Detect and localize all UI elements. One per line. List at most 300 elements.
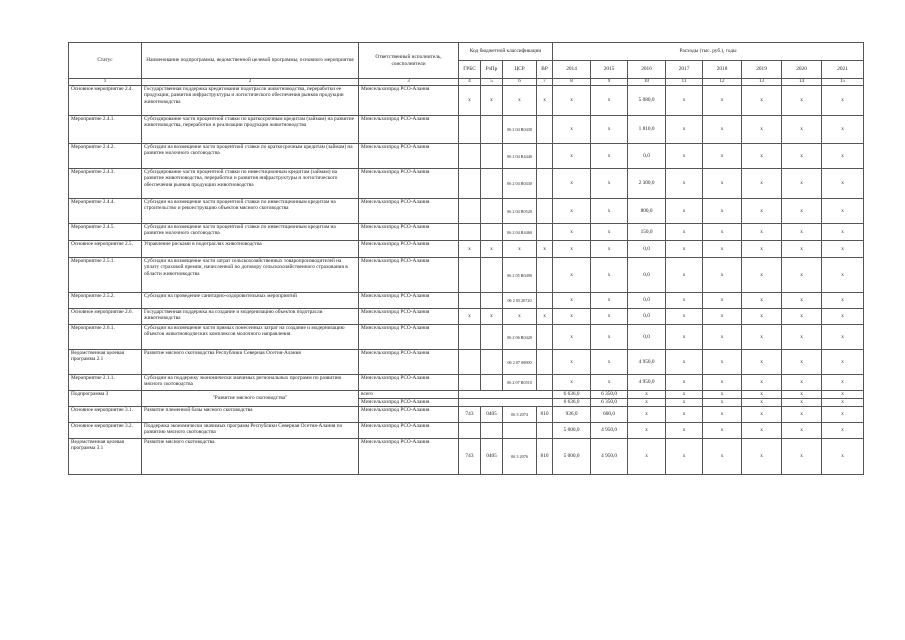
code-rzpr bbox=[481, 116, 503, 144]
year-value: x bbox=[666, 309, 703, 325]
row-executor: Минсельхозпрод РСО-Алания bbox=[359, 116, 459, 144]
row-executor: Минсельхозпрод РСО-Алания bbox=[359, 144, 459, 169]
code-rzpr bbox=[481, 199, 503, 224]
table-body-subprogram-3 bbox=[69, 407, 864, 475]
row-executor: Минсельхозпрод РСО-Алания bbox=[359, 325, 459, 350]
year-value: x bbox=[742, 293, 782, 309]
row-name: Субсидии на возмещение части затрат сельскохозяйственных товаропроизводителей на уплату страховой премии, начисленной по договору сельскохозяйственного страхования в области животноводства bbox=[142, 258, 359, 293]
year-value: x bbox=[822, 241, 864, 258]
year-value: x bbox=[822, 399, 864, 407]
year-value: x bbox=[591, 199, 628, 224]
year-value: 0,0 bbox=[628, 144, 666, 169]
table-row bbox=[69, 199, 864, 224]
year-value: x bbox=[628, 439, 666, 475]
code-csr: 06 3 2076 bbox=[503, 439, 537, 475]
year-value: x bbox=[703, 241, 742, 258]
code-vr bbox=[537, 293, 553, 309]
year-value: x bbox=[742, 391, 782, 399]
year-value: x bbox=[666, 144, 703, 169]
year-value: x bbox=[742, 309, 782, 325]
year-value: x bbox=[666, 293, 703, 309]
code-rzpr bbox=[481, 258, 503, 293]
year-value: x bbox=[628, 399, 666, 407]
table-row bbox=[69, 116, 864, 144]
code-csr bbox=[503, 423, 537, 439]
code-rzpr: x bbox=[481, 241, 503, 258]
row-name: "Развитие мясного скотоводства" bbox=[142, 391, 359, 407]
row-name: Субсидии на возмещение части процентной ставки по инвестиционным кредитам на развитие молочного скотоводства bbox=[142, 224, 359, 241]
year-value: x bbox=[703, 350, 742, 375]
year-value: x bbox=[553, 241, 591, 258]
table-row bbox=[69, 293, 864, 309]
year-value: x bbox=[553, 199, 591, 224]
year-value: x bbox=[553, 293, 591, 309]
row-status: Основное мероприятие 2.4. bbox=[69, 86, 142, 116]
year-value: x bbox=[782, 391, 822, 399]
col-number: 7 bbox=[537, 79, 553, 86]
row-executor: Минсельхозпрод РСО-Алания bbox=[359, 423, 459, 439]
code-rzpr bbox=[481, 375, 503, 391]
year-value: x bbox=[666, 407, 703, 423]
year-value: x bbox=[822, 423, 864, 439]
code-vr bbox=[537, 350, 553, 375]
table-row bbox=[69, 350, 864, 375]
row-executor: Минсельхозпрод РСО-Алания bbox=[359, 399, 459, 407]
year-value: x bbox=[666, 258, 703, 293]
year-value: x bbox=[553, 258, 591, 293]
table-row bbox=[69, 439, 864, 475]
year-value: x bbox=[822, 439, 864, 475]
year-value: x bbox=[742, 199, 782, 224]
year-value: x bbox=[782, 144, 822, 169]
header-vr: ВР bbox=[537, 61, 553, 79]
row-status: Мероприятие 2.6.1. bbox=[69, 325, 142, 350]
row-executor: Минсельхозпрод РСО-Алания bbox=[359, 258, 459, 293]
code-grbs bbox=[459, 350, 481, 375]
year-value: x bbox=[822, 293, 864, 309]
row-executor: Минсельхозпрод РСО-Алания bbox=[359, 350, 459, 375]
row-executor: Минсельхозпрод РСО-Алания bbox=[359, 375, 459, 391]
year-value: 1 810,0 bbox=[628, 116, 666, 144]
year-value: x bbox=[742, 399, 782, 407]
code-grbs bbox=[459, 293, 481, 309]
year-value: x bbox=[782, 399, 822, 407]
year-value: x bbox=[553, 375, 591, 391]
col-number: 4 bbox=[459, 79, 481, 86]
row-name: Поддержка экономически значимых программ Республики Северная Осетия-Алания по развитию мясного скотоводства bbox=[142, 423, 359, 439]
year-value: x bbox=[666, 224, 703, 241]
year-value: 4 950,0 bbox=[628, 350, 666, 375]
year-value: x bbox=[591, 144, 628, 169]
row-status: Основное мероприятие 3.2. bbox=[69, 423, 142, 439]
col-number: 15 bbox=[822, 79, 864, 86]
header-executor: Ответственный исполнитель, соисполнители bbox=[359, 43, 459, 79]
year-value: x bbox=[822, 375, 864, 391]
row-name: Развитие мясного скотоводства Республики Северная Осетия-Алания bbox=[142, 350, 359, 375]
year-value: x bbox=[782, 86, 822, 116]
year-value: x bbox=[553, 224, 591, 241]
year-value: x bbox=[822, 325, 864, 350]
year-value: x bbox=[782, 199, 822, 224]
year-value: 6 636,0 bbox=[553, 391, 591, 399]
budget-table bbox=[68, 42, 864, 475]
col-number: 2 bbox=[142, 79, 359, 86]
table-row bbox=[69, 407, 864, 423]
year-value: x bbox=[703, 391, 742, 399]
year-value: x bbox=[666, 399, 703, 407]
year-value: x bbox=[703, 293, 742, 309]
year-value: x bbox=[553, 144, 591, 169]
row-executor: всего bbox=[359, 391, 459, 399]
row-executor: Минсельхозпрод РСО-Алания bbox=[359, 407, 459, 423]
row-status: Мероприятие 2.4.2. bbox=[69, 144, 142, 169]
row-status: Мероприятие 2.4.5. bbox=[69, 224, 142, 241]
year-value: x bbox=[703, 169, 742, 199]
year-value: x bbox=[782, 375, 822, 391]
year-value: x bbox=[703, 325, 742, 350]
col-number: 11 bbox=[666, 79, 703, 86]
row-executor: Минсельхозпрод РСО-Алания bbox=[359, 224, 459, 241]
year-value: 5 080,0 bbox=[628, 86, 666, 116]
year-value: 6 636,0 bbox=[553, 399, 591, 407]
year-value: 600,0 bbox=[591, 407, 628, 423]
col-number: 9 bbox=[591, 79, 628, 86]
header-year: 2020 bbox=[782, 61, 822, 79]
row-code-empty bbox=[459, 391, 553, 399]
row-name: Субсидии на возмещение части процентной ставки по краткосрочным кредитам (займам) на развитие молочного скотоводства bbox=[142, 144, 359, 169]
code-grbs: 743 bbox=[459, 439, 481, 475]
code-vr bbox=[537, 258, 553, 293]
year-value: x bbox=[782, 169, 822, 199]
year-value: x bbox=[666, 439, 703, 475]
col-number: 12 bbox=[703, 79, 742, 86]
row-name: Развитие племенной базы мясного скотоводства bbox=[142, 407, 359, 423]
year-value: x bbox=[628, 423, 666, 439]
year-value: x bbox=[703, 423, 742, 439]
row-name: Государственная поддержка на создание и модернизацию объектов подотрасли животноводства bbox=[142, 309, 359, 325]
year-value: x bbox=[703, 399, 742, 407]
table-row bbox=[69, 391, 864, 399]
code-csr: 06 3 2074 bbox=[503, 407, 537, 423]
code-rzpr bbox=[481, 169, 503, 199]
year-value: x bbox=[666, 375, 703, 391]
table-row bbox=[69, 325, 864, 350]
year-value: x bbox=[591, 325, 628, 350]
year-value: 0,0 bbox=[628, 325, 666, 350]
row-name: Субсидии на проведение санитарно-оздоровительных мероприятий bbox=[142, 293, 359, 309]
code-vr bbox=[537, 224, 553, 241]
year-value: x bbox=[591, 258, 628, 293]
year-value: x bbox=[553, 116, 591, 144]
year-value: x bbox=[666, 350, 703, 375]
row-status: Ведомственная целевая программа 3.1 bbox=[69, 439, 142, 475]
code-rzpr bbox=[481, 325, 503, 350]
code-vr: x bbox=[537, 86, 553, 116]
code-rzpr: x bbox=[481, 309, 503, 325]
year-value: 5 000,0 bbox=[553, 439, 591, 475]
row-status: Мероприятие 2.4.3. bbox=[69, 169, 142, 199]
code-vr bbox=[537, 375, 553, 391]
code-csr: 06 2 07 R0510 bbox=[503, 375, 537, 391]
col-number: 5 bbox=[481, 79, 503, 86]
code-grbs bbox=[459, 224, 481, 241]
row-status: Основное мероприятие 2.6. bbox=[69, 309, 142, 325]
code-rzpr: 0405 bbox=[481, 439, 503, 475]
row-executor: Минсельхозпрод РСО-Алания bbox=[359, 309, 459, 325]
year-value: 4 950,0 bbox=[628, 375, 666, 391]
row-name: Развитие мясного скотоводства bbox=[142, 439, 359, 475]
year-value: x bbox=[782, 407, 822, 423]
table-row bbox=[69, 423, 864, 439]
year-value: x bbox=[742, 258, 782, 293]
col-number: 10 bbox=[628, 79, 666, 86]
year-value: 0,0 bbox=[628, 309, 666, 325]
year-value: x bbox=[742, 224, 782, 241]
year-value: 5 000,0 bbox=[553, 423, 591, 439]
table-row bbox=[69, 86, 864, 116]
code-rzpr bbox=[481, 423, 503, 439]
row-name: Субсидирование части процентной ставки по краткосрочным кредитам (займам) на развитие животноводства, переработки и реализации продукции животноводства bbox=[142, 116, 359, 144]
row-name: Управление рисками в подотраслях животноводства bbox=[142, 241, 359, 258]
code-vr bbox=[537, 116, 553, 144]
year-value: x bbox=[703, 439, 742, 475]
year-value: x bbox=[703, 199, 742, 224]
code-grbs bbox=[459, 423, 481, 439]
year-value: x bbox=[591, 169, 628, 199]
year-value: 4 950,0 bbox=[591, 423, 628, 439]
year-value: 0,0 bbox=[628, 241, 666, 258]
year-value: x bbox=[703, 309, 742, 325]
code-rzpr bbox=[481, 293, 503, 309]
header-year: 2017 bbox=[666, 61, 703, 79]
row-status: Мероприятие 2.4.4. bbox=[69, 199, 142, 224]
row-name: Государственная поддержка кредитования подотрасли животноводства, переработки ее продукции, развития инфраструктуры и логистического обеспечения рынков продукции животноводства bbox=[142, 86, 359, 116]
year-value: x bbox=[822, 169, 864, 199]
code-csr: 06 2 04 R0430 bbox=[503, 116, 537, 144]
code-vr bbox=[537, 169, 553, 199]
row-executor: Минсельхозпрод РСО-Алания bbox=[359, 86, 459, 116]
year-value: x bbox=[782, 439, 822, 475]
row-status: Подпрограмма 3 bbox=[69, 391, 142, 407]
code-vr: 810 bbox=[537, 439, 553, 475]
code-grbs bbox=[459, 144, 481, 169]
code-grbs: x bbox=[459, 86, 481, 116]
year-value: x bbox=[703, 375, 742, 391]
row-name: Субсидии на возмещение части процентной ставки по инвестиционным кредитам на строительство и реконструкцию объектов мясного скотоводства bbox=[142, 199, 359, 224]
year-value: 6 350,0 bbox=[591, 391, 628, 399]
year-value: x bbox=[591, 375, 628, 391]
code-grbs: x bbox=[459, 309, 481, 325]
year-value: x bbox=[782, 423, 822, 439]
year-value: x bbox=[742, 350, 782, 375]
year-value: x bbox=[666, 423, 703, 439]
code-rzpr bbox=[481, 224, 503, 241]
year-value: x bbox=[553, 309, 591, 325]
row-status: Основное мероприятие 3.1. bbox=[69, 407, 142, 423]
budget-table-page bbox=[68, 42, 863, 475]
year-value: x bbox=[822, 350, 864, 375]
col-number: 6 bbox=[503, 79, 537, 86]
year-value: x bbox=[822, 258, 864, 293]
col-number: 1 bbox=[69, 79, 142, 86]
row-executor: Минсельхозпрод РСО-Алания bbox=[359, 241, 459, 258]
row-name: Субсидии на возмещение части прямых понесенных затрат на создание и модернизацию объектов животноводческих комплексов молочного направления bbox=[142, 325, 359, 350]
header-expenses: Расходы (тыс. руб.), годы bbox=[553, 43, 864, 61]
header-status: Статус bbox=[69, 43, 142, 79]
year-value: x bbox=[822, 391, 864, 399]
year-value: x bbox=[822, 224, 864, 241]
table-row bbox=[69, 224, 864, 241]
year-value: 800,0 bbox=[628, 199, 666, 224]
table-row bbox=[69, 258, 864, 293]
code-rzpr: 0405 bbox=[481, 407, 503, 423]
table-row bbox=[69, 144, 864, 169]
year-value: x bbox=[742, 241, 782, 258]
row-executor: Минсельхозпрод РСО-Алания bbox=[359, 439, 459, 475]
year-value: x bbox=[782, 309, 822, 325]
year-value: x bbox=[742, 116, 782, 144]
year-value: x bbox=[742, 144, 782, 169]
row-name: Субсидии на поддержку экономически значимых региональных программ по развитию мясного скотоводства bbox=[142, 375, 359, 391]
year-value: x bbox=[666, 116, 703, 144]
year-value: x bbox=[703, 407, 742, 423]
code-grbs bbox=[459, 199, 481, 224]
year-value: x bbox=[666, 169, 703, 199]
code-csr: 06 2 04 R0430 bbox=[503, 169, 537, 199]
year-value: x bbox=[553, 86, 591, 116]
header-name: Наименование подпрограммы, ведомственной целевой программы, основного мероприятия bbox=[142, 43, 359, 79]
col-number: 14 bbox=[782, 79, 822, 86]
header-year: 2016 bbox=[628, 61, 666, 79]
row-status: Мероприятие 2.4.1. bbox=[69, 116, 142, 144]
code-vr: 810 bbox=[537, 407, 553, 423]
year-value: x bbox=[822, 116, 864, 144]
year-value: 150,0 bbox=[628, 224, 666, 241]
code-vr bbox=[537, 325, 553, 350]
year-value: 936,0 bbox=[553, 407, 591, 423]
table-row bbox=[69, 309, 864, 325]
code-vr bbox=[537, 423, 553, 439]
header-csr: ЦСР bbox=[503, 61, 537, 79]
header-year: 2021 bbox=[822, 61, 864, 79]
code-grbs bbox=[459, 325, 481, 350]
year-value: x bbox=[742, 423, 782, 439]
row-name: Субсидирование части процентной ставки по инвестиционным кредитам (займам) на развитие животноводства, переработки и развития инфраструктуры и логистического обеспечения рынков продукции животноводства bbox=[142, 169, 359, 199]
header-year: 2019 bbox=[742, 61, 782, 79]
table-body-subprogram-3-header bbox=[69, 391, 864, 407]
year-value: x bbox=[591, 309, 628, 325]
year-value: x bbox=[782, 350, 822, 375]
year-value: x bbox=[782, 116, 822, 144]
row-status: Мероприятие 2.5.2. bbox=[69, 293, 142, 309]
year-value: x bbox=[782, 241, 822, 258]
year-value: x bbox=[742, 439, 782, 475]
table-body-subprogram-2 bbox=[69, 86, 864, 391]
year-value: x bbox=[591, 293, 628, 309]
year-value: x bbox=[742, 169, 782, 199]
year-value: x bbox=[703, 258, 742, 293]
table-row bbox=[69, 375, 864, 391]
row-executor: Минсельхозпрод РСО-Алания bbox=[359, 199, 459, 224]
code-grbs bbox=[459, 116, 481, 144]
year-value: x bbox=[822, 144, 864, 169]
year-value: x bbox=[703, 224, 742, 241]
code-csr: 06 2 04 R4440 bbox=[503, 144, 537, 169]
year-value: 6 350,0 bbox=[591, 399, 628, 407]
year-value: x bbox=[553, 325, 591, 350]
year-value: x bbox=[666, 325, 703, 350]
year-value: x bbox=[666, 199, 703, 224]
col-number: 8 bbox=[553, 79, 591, 86]
row-status: Основное мероприятие 2.5. bbox=[69, 241, 142, 258]
year-value: x bbox=[591, 116, 628, 144]
row-executor: Минсельхозпрод РСО-Алания bbox=[359, 169, 459, 199]
year-value: x bbox=[703, 86, 742, 116]
code-vr bbox=[537, 144, 553, 169]
year-value: x bbox=[822, 199, 864, 224]
year-value: x bbox=[742, 325, 782, 350]
code-csr: x bbox=[503, 86, 537, 116]
code-csr: x bbox=[503, 309, 537, 325]
year-value: x bbox=[591, 241, 628, 258]
code-rzpr: x bbox=[481, 86, 503, 116]
code-csr: 06 2 07 00000 bbox=[503, 350, 537, 375]
code-rzpr bbox=[481, 144, 503, 169]
header-grbs: ГРБС bbox=[459, 61, 481, 79]
col-number: 3 bbox=[359, 79, 459, 86]
code-csr: 06 2 06 R0420 bbox=[503, 325, 537, 350]
code-rzpr bbox=[481, 350, 503, 375]
code-vr: x bbox=[537, 309, 553, 325]
code-grbs: x bbox=[459, 241, 481, 258]
year-value: x bbox=[553, 350, 591, 375]
year-value: x bbox=[703, 144, 742, 169]
year-value: x bbox=[628, 407, 666, 423]
year-value: x bbox=[666, 241, 703, 258]
year-value: x bbox=[742, 86, 782, 116]
code-csr: 06 2 04 R0520 bbox=[503, 199, 537, 224]
year-value: x bbox=[591, 86, 628, 116]
code-grbs bbox=[459, 169, 481, 199]
year-value: x bbox=[822, 86, 864, 116]
code-grbs: 743 bbox=[459, 407, 481, 423]
header-year: 2018 bbox=[703, 61, 742, 79]
row-status: Ведомственная целевая программа 2.1 bbox=[69, 350, 142, 375]
code-csr: x bbox=[503, 241, 537, 258]
row-status: Мероприятие 2.1.1. bbox=[69, 375, 142, 391]
table-row bbox=[69, 169, 864, 199]
code-vr: x bbox=[537, 241, 553, 258]
row-executor: Минсельхозпрод РСО-Алания bbox=[359, 293, 459, 309]
column-numbers-row bbox=[69, 79, 864, 86]
year-value: 0,0 bbox=[628, 258, 666, 293]
year-value: x bbox=[782, 258, 822, 293]
code-csr: 06 2 05 20720 bbox=[503, 293, 537, 309]
year-value: x bbox=[782, 293, 822, 309]
table-row bbox=[69, 241, 864, 258]
code-vr bbox=[537, 199, 553, 224]
year-value: 0,0 bbox=[628, 293, 666, 309]
code-csr: 06 2 04 R4460 bbox=[503, 224, 537, 241]
header-year: 2014 bbox=[553, 61, 591, 79]
header-year: 2015 bbox=[591, 61, 628, 79]
code-csr: 06 2 05 R0490 bbox=[503, 258, 537, 293]
code-grbs bbox=[459, 375, 481, 391]
year-value: x bbox=[742, 407, 782, 423]
year-value: x bbox=[591, 350, 628, 375]
year-value: x bbox=[591, 224, 628, 241]
year-value: x bbox=[666, 391, 703, 399]
